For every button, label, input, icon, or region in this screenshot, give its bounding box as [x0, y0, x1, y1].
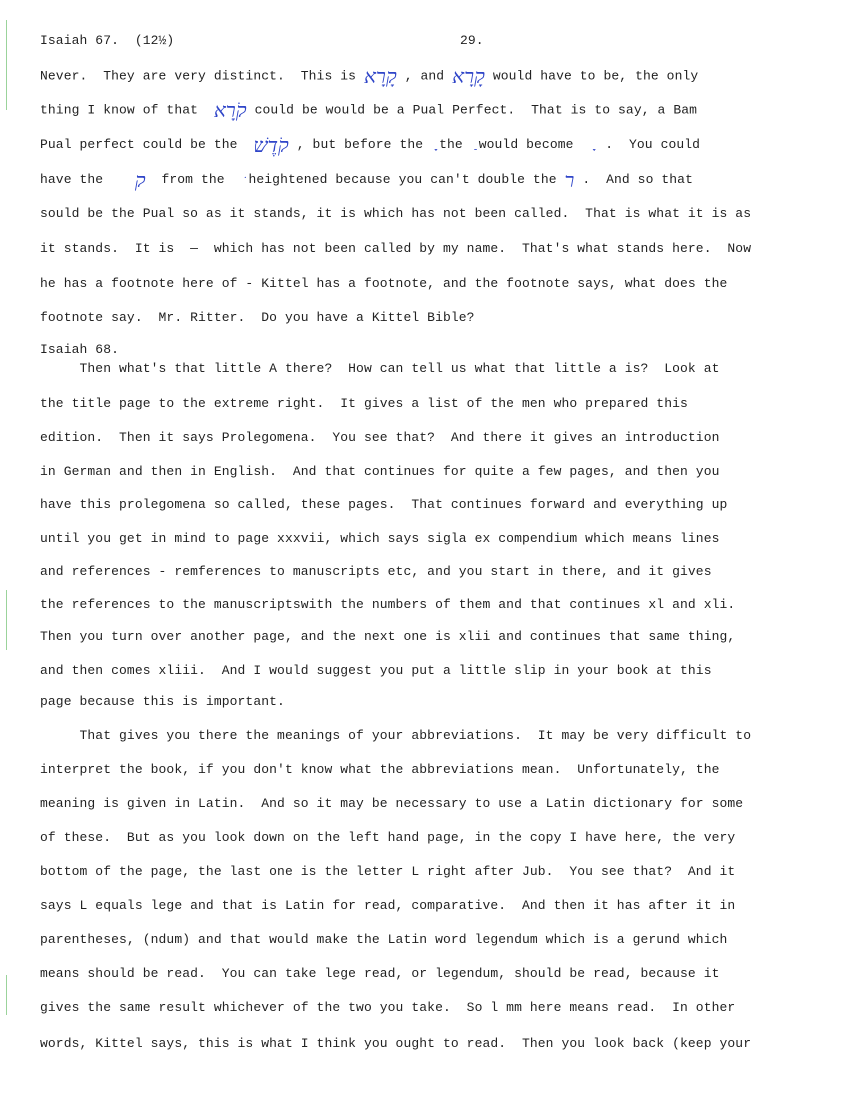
- text-line-4: have the ק from the ּ heightened because you can't double the ר . And so that: [40, 167, 693, 192]
- text-line-5: sould be the Pual so as it stands, it is which has not been called. That is what it is as: [40, 206, 752, 221]
- hebrew-handwriting: קָרָא: [363, 64, 397, 88]
- section-heading: Isaiah 68.: [40, 342, 120, 357]
- text-line-2: thing I know of that קֹרָא could be would be a Pual Perfect. That is to say, a Bam: [40, 98, 698, 122]
- text-line-11: the title page to the extreme right. It gives a list of the men who prepared this: [40, 396, 688, 411]
- text-line-30: words, Kittel says, this is what I think you ought to read. Then you look back (keep your: [40, 1036, 752, 1051]
- text-line-17: the references to the manuscriptswith the numbers of them and that continues xl and xli.: [40, 597, 736, 612]
- text-line-26: says L equals lege and that is Latin for read, comparative. And then it has after it in: [40, 898, 736, 913]
- text-line-25: bottom of the page, the last one is the letter L right after Jub. You see that? And it: [40, 864, 736, 879]
- text-line-23: meaning is given in Latin. And so it may be necessary to use a Latin dictionary for some: [40, 796, 744, 811]
- text-line-12: edition. Then it says Prolegomena. You see that? And there it gives an introduction: [40, 430, 720, 445]
- text-line-15: until you get in mind to page xxxvii, which says sigla ex compendium which means lines: [40, 531, 720, 546]
- page-header: Isaiah 67. (12½): [40, 33, 175, 48]
- text-line-14: have this prolegomena so called, these pages. That continues forward and everything up: [40, 497, 728, 512]
- margin-mark: [6, 590, 7, 650]
- text-line-24: of these. But as you look down on the left hand page, in the copy I have here, the very: [40, 830, 736, 845]
- text-line-22: interpret the book, if you don't know what the abbreviations mean. Unfortunately, the: [40, 762, 720, 777]
- text-line-3: Pual perfect could be the קֹדֶשׁ , but before the ָ the ַ would become ָ . You could: [40, 132, 701, 157]
- text-line-21: That gives you there the meanings of your abbreviations. It may be very difficult to: [40, 728, 752, 743]
- text-line-7: he has a footnote here of - Kittel has a footnote, and the footnote says, what does the: [40, 276, 728, 291]
- text-line-18: Then you turn over another page, and the next one is xlii and continues that same thing,: [40, 629, 736, 644]
- page-number: 29.: [460, 33, 484, 48]
- text-line-20: page because this is important.: [40, 694, 285, 709]
- margin-mark: [6, 20, 7, 110]
- hebrew-handwriting: ק: [134, 167, 146, 192]
- text-line-27: parentheses, (ndum) and that would make the Latin word legendum which is a gerund which: [40, 932, 728, 947]
- hebrew-handwriting: קֹרָא: [213, 98, 247, 122]
- text-line-19: and then comes xliii. And I would suggest you put a little slip in your book at this: [40, 663, 712, 678]
- text-line-1: Never. They are very distinct. This is קָרָא , and קָרָא would have to be, the only: [40, 64, 699, 88]
- margin-mark: [6, 975, 7, 1015]
- text-line-29: gives the same result whichever of the two you take. So l mm here means read. In other: [40, 1000, 736, 1015]
- hebrew-handwriting: קָרָא: [452, 64, 485, 88]
- text-line-13: in German and then in English. And that continues for quite a few pages, and then you: [40, 464, 720, 479]
- text-line-16: and references - remferences to manuscripts etc, and you start in there, and it gives: [40, 564, 712, 579]
- text-line-28: means should be read. You can take lege read, or legendum, should be read, because it: [40, 966, 720, 981]
- text-line-10: Then what's that little A there? How can tell us what that little a is? Look at: [40, 361, 720, 376]
- text-line-6: it stands. It is — which has not been called by my name. That's what stands here. Now: [40, 241, 752, 256]
- text-line-8: footnote say. Mr. Ritter. Do you have a Kittel Bible?: [40, 310, 475, 325]
- hebrew-handwriting: ר: [564, 167, 575, 192]
- hebrew-handwriting: קֹדֶשׁ: [253, 132, 289, 157]
